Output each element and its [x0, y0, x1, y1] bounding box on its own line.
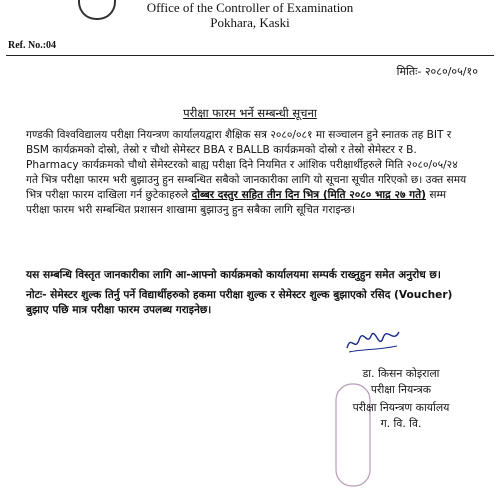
contact-request-paragraph: यस सम्बन्धि विस्तृत जानकारीका लागि आ-आफ्नो कार्यक्रमको कार्यालयमा सम्पर्क राख्नुहुन समेत अनुरोध छ। — [26, 269, 441, 281]
body-text-end: सम्म परीक्षा फारम भरी सम्बन्धित प्रशासन शाखामा बुझाउनु हुन सबैका लागि सूचित गराइन्छ। — [26, 189, 447, 216]
signatory-title: परीक्षा नियन्त्रक — [370, 383, 432, 396]
note-paragraph: नोटः- सेमेस्टर शुल्क तिर्नु पर्ने विद्यार्थीहरुको हकमा परीक्षा शुल्क र सेमेस्टर शुल्क बुझाएको रसिद (Voucher) बुझाए पछि मात्र परीक्षा फारम उपलब्ध गराइनेछ। — [26, 289, 453, 316]
notice-body-paragraph — [26, 128, 468, 218]
office-title: Office of the Controller of Examination — [146, 0, 354, 15]
header-divider — [6, 55, 494, 56]
signatory-name: डा. किसन कोइराला — [362, 367, 440, 380]
deadline-highlight: दोब्बर दस्तुर सहित तीन दिन भित्र (मिति २०८० भाद्र २७ गते) — [191, 189, 427, 201]
body-text-start: गण्डकी विश्वविद्यालय परीक्षा नियन्त्रण कार्यालयद्वारा शैक्षिक सत्र २०८०/०८१ मा सञ्चालन हुने स्नातक तह BIT र BSM कार्यक्रमको दोस्रो, तेस्रो र चौथो सेमेस्टर BBA र BALLB कार्यक्रमको दोस्रो र तेस्रो सेमेस्टर र B. Pharmacy कार्यक्रमको चौथो सेमेस्टरको बाह्य परीक्षा दिने नियमित र आंशिक परीक्षार्थीहरुले मिति २०८०/०५/२४ गते भित्र परीक्षा फारम भरी बुझाउनु हुन सम्बन्धित सबैको जानकारीका लागि यो सूचना सूचीत गरिएको छ। उक्त समय भित्र परीक्षा फारम दाखिला गर्न छुटेकाहरुले — [26, 129, 467, 201]
letterhead — [0, 0, 500, 30]
reference-number: Ref. No.:04 — [8, 40, 57, 51]
notice-heading: परीक्षा फारम भर्ने सम्बन्धी सूचना — [183, 106, 317, 120]
notice-date: मितिः- २०८०/०५/१० — [396, 65, 478, 78]
handwritten-signature — [343, 326, 403, 356]
signatory-office: परीक्षा नियन्त्रण कार्यालय — [352, 401, 450, 414]
office-location: Pokhara, Kaski — [210, 15, 290, 30]
signatory-organization: ग. वि. वि. — [380, 417, 422, 430]
